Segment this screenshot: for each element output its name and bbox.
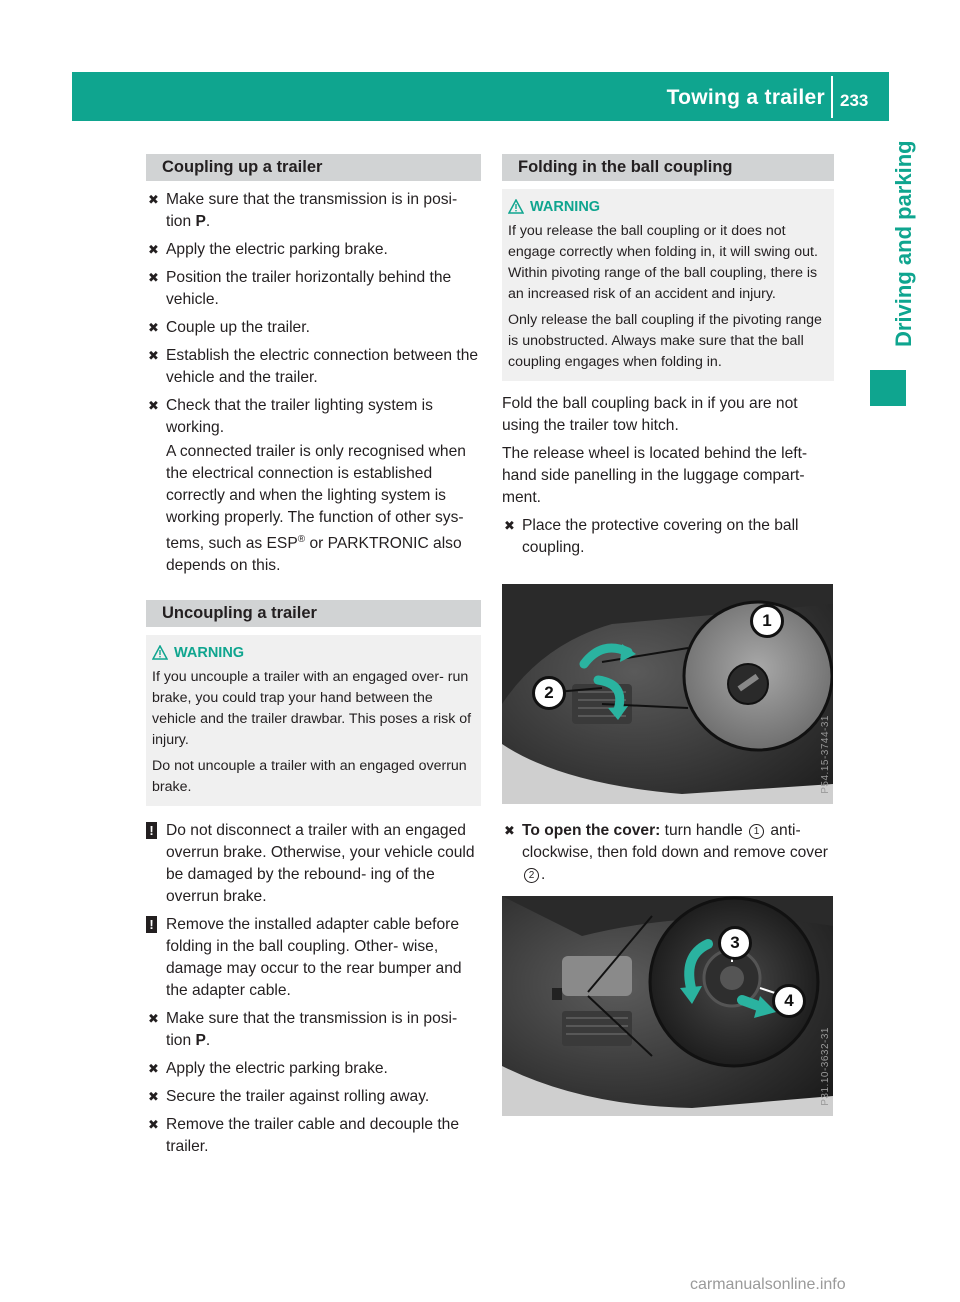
step-arrow-icon: ✖: [148, 320, 159, 335]
warning-triangle-icon: [508, 199, 524, 214]
callout-4: 4: [772, 984, 806, 1018]
step: ✖ Place the protective covering on the ball coupling.: [504, 517, 799, 556]
step-arrow-icon: ✖: [148, 192, 159, 207]
side-tab-marker: [870, 370, 906, 406]
notice: ! Do not disconnect a trailer with an engaged overrun brake. Otherwise, your vehicle could be damaged by the rebound- ing of the overrun brake.: [146, 820, 481, 908]
warning-triangle-icon: [152, 645, 168, 660]
warning-text: Only release the ball coupling if the pivoting range is unobstructed. Always make sure that the ball coupling engages when folding in.: [508, 312, 822, 370]
warning-title: WARNING: [152, 643, 473, 664]
folding-step-open-cover: [502, 820, 834, 892]
page-header-title: Towing a trailer: [666, 86, 825, 109]
step-arrow-icon: ✖: [148, 242, 159, 257]
photo-code: P31.10-3632-31: [820, 1027, 831, 1106]
photo-ball-coupling-cover: [502, 584, 833, 804]
uncoupling-section: [146, 600, 481, 1164]
step: ✖ Apply the electric parking brake.: [146, 239, 481, 261]
paragraph: Fold the ball coupling back in if you are not using the trailer tow hitch.: [502, 395, 798, 434]
callout-ref-1: 1: [749, 824, 764, 839]
step: ✖ Couple up the trailer.: [146, 317, 481, 339]
coupling-up-section: [146, 154, 481, 583]
watermark: carmanualsonline.info: [690, 1276, 846, 1293]
step-arrow-icon: ✖: [148, 270, 159, 285]
warning-box: [146, 635, 481, 806]
step-arrow-icon: ✖: [148, 1011, 159, 1026]
step-arrow-icon: ✖: [148, 1089, 159, 1104]
warning-box: [502, 189, 834, 381]
callout-ref-2: 2: [524, 868, 539, 883]
step-arrow-icon: ✖: [148, 1117, 159, 1132]
callout-3: 3: [718, 926, 752, 960]
warning-text: If you uncouple a trailer with an engaged over- run brake, you could trap your hand between the vehicle and the trailer drawbar. This poses a risk of injury.: [152, 669, 472, 748]
step-arrow-icon: ✖: [504, 518, 515, 533]
step: ✖ Check that the trailer lighting system is working.: [148, 397, 433, 436]
notice-icon: !: [146, 916, 157, 933]
section-heading-folding: Folding in the ball coupling: [502, 154, 834, 181]
step: ✖ Establish the electric connection between the vehicle and the trailer.: [148, 347, 479, 386]
page-number: 233: [840, 91, 869, 110]
step-arrow-icon: ✖: [148, 1061, 159, 1076]
side-tab-label: Driving and parking: [891, 140, 916, 347]
step: ✖ To open the cover: turn handle 1 anti- clockwise, then fold down and remove cover 2 .: [504, 822, 828, 883]
header-divider: [831, 76, 833, 118]
notice: ! Remove the installed adapter cable before folding in the ball coupling. Other- wise, damage may occur to the rear bumper and the adapter cable.: [146, 914, 481, 1002]
section-heading-uncoupling: Uncoupling a trailer: [146, 600, 481, 627]
step: ✖ Make sure that the transmission is in posi- tion P.: [148, 1010, 458, 1049]
step-arrow-icon: ✖: [504, 823, 515, 838]
section-heading-coupling-up: Coupling up a trailer: [146, 154, 481, 181]
step: ✖ Make sure that the transmission is in posi- tion P.: [148, 191, 458, 230]
step-note: A connected trailer is only recognised when the electrical connection is established correctly and when the lighting system is working properly. The function of other sys- tems, such as ESP® or PARKTRONIC also depends on this.: [166, 443, 466, 575]
step: ✖ Position the trailer horizontally behind the vehicle.: [148, 269, 452, 308]
warning-title: WARNING: [508, 197, 826, 218]
step: ✖ Secure the trailer against rolling away.: [146, 1086, 481, 1108]
paragraph: The release wheel is located behind the left- hand side panelling in the luggage compart- ment.: [502, 445, 808, 506]
warning-text: Do not uncouple a trailer with an engaged overrun brake.: [152, 758, 467, 795]
step: ✖ Remove the trailer cable and decouple the trailer.: [148, 1116, 459, 1155]
callout-1: 1: [750, 604, 784, 638]
photo-code: P54.15-3744-31: [820, 715, 831, 794]
callout-2: 2: [532, 676, 566, 710]
step-arrow-icon: ✖: [148, 398, 159, 413]
folding-section: [502, 154, 834, 565]
notice-icon: !: [146, 822, 157, 839]
warning-text: If you release the ball coupling or it does not engage correctly when folding in, it will swing out. Within pivoting range of the ball coupling, there is an increased risk of an accident and injury.: [508, 223, 818, 302]
step-arrow-icon: ✖: [148, 348, 159, 363]
photo-release-wheel: [502, 896, 833, 1116]
step: ✖ Apply the electric parking brake.: [146, 1058, 481, 1080]
